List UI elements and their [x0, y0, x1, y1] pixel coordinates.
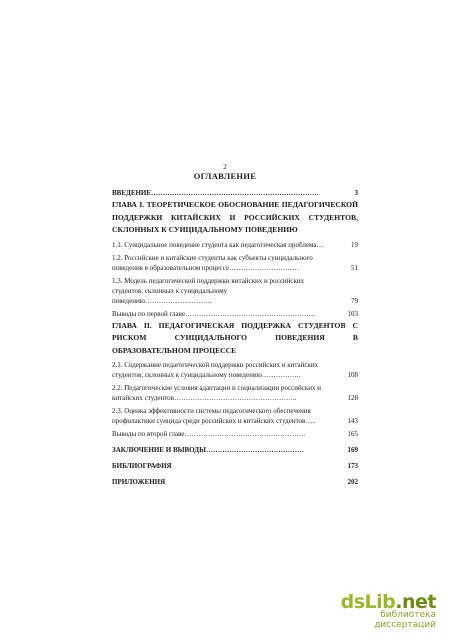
- toc-entry-text: ЗАКЛЮЧЕНИЕ И ВЫВОДЫ……………………………………: [112, 446, 304, 454]
- page-title: ОГЛАВЛЕНИЕ: [193, 171, 257, 181]
- toc-entry-text: 2.2. Педагогические условия адаптации и социализации российских и китайских студентов……………………………………………..: [112, 384, 321, 402]
- toc-entry-page: 169: [347, 446, 358, 454]
- toc-entry-text: Выводы по первой главе………………………………………………..: [112, 309, 315, 318]
- toc-entry-conclusion: [112, 445, 358, 455]
- toc-entry-2-2: [112, 383, 358, 403]
- toc-entry-page: 173: [347, 462, 358, 470]
- toc-entry-text: БИБЛИОГРАФИЯ: [112, 462, 172, 470]
- toc-entry-2-3: [112, 406, 358, 426]
- watermark-subtitle: библиотека диссертаций: [374, 610, 436, 630]
- chapter-2-heading: ГЛАВА II. ПЕДАГОГИЧЕСКАЯ ПОДДЕРЖКА СТУДЕНТОВ С РИСКОМ СУИЦИДАЛЬНОГО ПОВЕДЕНИЯ В ОБРАЗОВАТЕЛЬНОМ ПРОЦЕССЕ: [112, 320, 358, 355]
- toc-entry-page: 51: [351, 263, 358, 272]
- toc-entry-text: 1.2. Российские и китайские студенты как субъекты суицидального поведения в образовательном процессе…………………………: [112, 253, 313, 272]
- toc-entry-text: ВВЕДЕНИЕ………………………………………………………………: [112, 189, 320, 197]
- page-number: 2: [223, 163, 227, 171]
- toc-entry-page: 128: [347, 394, 358, 402]
- toc-entry-page: 165: [347, 430, 358, 438]
- toc-entry-bibliography: [112, 461, 358, 471]
- toc-entry-2-1: [112, 360, 358, 380]
- toc-entry-text: 2.3. Оценка эффективности системы педагогического обеспечения профилактики суицида среди российских и китайских студентов…..: [112, 407, 316, 425]
- toc-entry-page: 143: [347, 417, 358, 425]
- logo-main-text: dsLib: [340, 591, 396, 613]
- toc-entry-1-1: [112, 240, 358, 250]
- table-of-contents: [112, 188, 358, 487]
- toc-entry-page: 79: [351, 296, 358, 305]
- toc-entry-1-3: [112, 276, 358, 306]
- toc-entry-page: 3: [354, 189, 358, 197]
- dslib-watermark: [316, 591, 436, 630]
- toc-entry-page: 202: [347, 478, 358, 486]
- toc-entry-text: Выводы по второй главе…………………………………………….: [112, 430, 306, 438]
- toc-entry-page: 103: [347, 309, 358, 318]
- toc-entry-text: ПРИЛОЖЕНИЯ: [112, 478, 166, 486]
- chapter-1-heading: ГЛАВА I. ТЕОРЕТИЧЕСКОЕ ОБОСНОВАНИЕ ПЕДАГОГИЧЕСКОЙ ПОДДЕРЖКИ КИТАЙСКИХ И РОССИЙСКИХ СТУДЕНТОВ, СКЛОННЫХ К СУИЦИДАЛЬНОМУ ПОВЕДЕНИЮ: [112, 200, 358, 234]
- toc-entry-chapter-2-conclusion: [112, 429, 358, 439]
- toc-entry-text: 2.1. Содержание педагогической поддержки российских и китайских студентов, склонных к суицидальному поведению……………..: [112, 361, 319, 379]
- toc-entry-page: 108: [347, 371, 358, 379]
- toc-entry-text: 1.1. Суицидальное поведение студента как педагогическая проблема…: [112, 240, 324, 249]
- toc-entry-appendices: [112, 477, 358, 487]
- toc-entry-1-2: [112, 253, 358, 273]
- toc-entry-text: 1.3. Модель педагогической поддержки китайских и российских студентов, склонных к суицидальному поведению………………………..: [112, 276, 305, 305]
- logo-tld-text: .net: [395, 591, 436, 613]
- toc-entry-page: 19: [351, 240, 358, 249]
- toc-entry-introduction: [112, 188, 358, 198]
- toc-entry-chapter-1-conclusion: [112, 309, 358, 319]
